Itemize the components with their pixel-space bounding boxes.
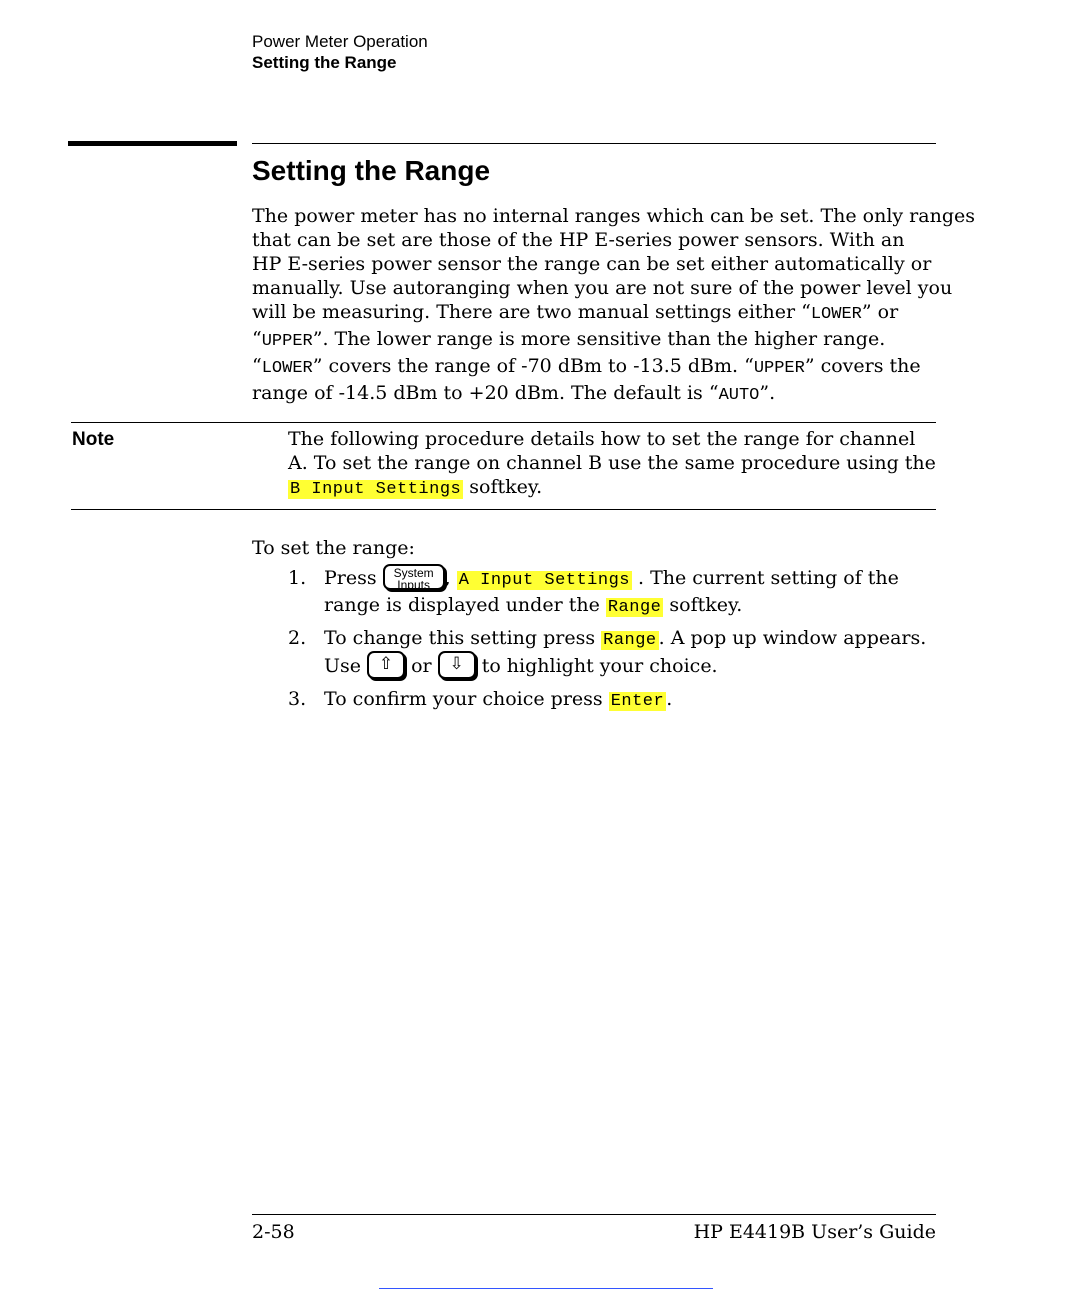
procedure-intro: To set the range: bbox=[252, 537, 415, 559]
range-softkey: Range bbox=[603, 631, 657, 650]
note-line: A. To set the range on channel B use the same procedure using the bbox=[288, 452, 936, 474]
text: softkey. bbox=[463, 476, 543, 498]
text: softkey. bbox=[663, 594, 743, 616]
down-arrow-icon: ⇩ bbox=[438, 651, 476, 679]
note-label: Note bbox=[72, 429, 115, 450]
text: “ bbox=[252, 355, 262, 377]
note-top-rule bbox=[71, 422, 936, 423]
up-arrow-icon: ⇧ bbox=[367, 651, 405, 679]
link-underline[interactable] bbox=[379, 1288, 713, 1289]
note-line bbox=[288, 475, 936, 502]
setting-code: UPPER bbox=[261, 332, 313, 351]
guide-title: HP E4419B User’s Guide bbox=[693, 1221, 936, 1243]
text: ” covers the range of -70 dBm to -13.5 dBm. “ bbox=[312, 355, 754, 377]
text: ” covers the bbox=[804, 355, 921, 377]
note-text bbox=[288, 427, 936, 502]
step-line bbox=[324, 593, 938, 620]
body-line: HP E-series power sensor the range can be set either automatically or bbox=[252, 253, 932, 275]
step-number: 2. bbox=[288, 627, 307, 649]
body-line: The power meter has no internal ranges which can be set. The only ranges bbox=[252, 205, 975, 227]
text: . The current setting of the bbox=[631, 567, 899, 589]
page-number: 2-58 bbox=[252, 1221, 295, 1243]
running-header-chapter: Power Meter Operation bbox=[252, 32, 428, 51]
text: ” or bbox=[861, 301, 899, 323]
step-2 bbox=[288, 626, 938, 681]
b-input-settings-softkey: B Input Settings bbox=[290, 480, 462, 499]
text: , bbox=[444, 567, 457, 589]
step-line bbox=[324, 687, 938, 714]
body-line: manually. Use autoranging when you are not sure of the power level you bbox=[252, 277, 953, 299]
setting-code: LOWER bbox=[261, 359, 313, 378]
note-bottom-rule bbox=[71, 509, 936, 510]
step-line bbox=[324, 626, 938, 653]
text: will be measuring. There are two manual settings either “ bbox=[252, 301, 811, 323]
step-number: 3. bbox=[288, 688, 307, 710]
step-3 bbox=[288, 687, 938, 714]
system-inputs-key bbox=[383, 564, 445, 590]
body-line bbox=[252, 381, 942, 408]
step-number: 1. bbox=[288, 567, 307, 589]
body-line: that can be set are those of the HP E-series power sensors. With an bbox=[252, 229, 905, 251]
text: To change this setting press bbox=[324, 627, 602, 649]
footer-rule bbox=[252, 1214, 936, 1215]
text: range of -14.5 dBm to +20 dBm. The default is “ bbox=[252, 382, 719, 404]
text: . A pop up window appears. bbox=[658, 627, 927, 649]
section-thick-rule bbox=[68, 141, 237, 146]
key-label-top: System bbox=[393, 566, 434, 580]
text: “ bbox=[252, 328, 262, 350]
procedure-steps bbox=[288, 566, 938, 720]
text: . bbox=[666, 688, 673, 710]
text: Use bbox=[324, 655, 368, 677]
body-paragraph bbox=[252, 204, 975, 408]
step-line bbox=[324, 653, 938, 681]
setting-code: AUTO bbox=[718, 386, 760, 405]
text: ”. bbox=[759, 382, 776, 404]
text: range is displayed under the bbox=[324, 594, 606, 616]
text: or bbox=[405, 655, 438, 677]
body-line bbox=[252, 327, 942, 354]
setting-code: UPPER bbox=[753, 359, 805, 378]
text: Press bbox=[324, 567, 383, 589]
enter-softkey: Enter bbox=[610, 692, 665, 711]
text: To confirm your choice press bbox=[324, 688, 609, 710]
body-line bbox=[252, 354, 942, 381]
running-header-section: Setting the Range bbox=[252, 53, 397, 72]
page-title: Setting the Range bbox=[252, 155, 491, 186]
text: to highlight your choice. bbox=[475, 655, 718, 677]
a-input-settings-softkey: A Input Settings bbox=[458, 571, 630, 590]
body-line bbox=[252, 300, 942, 327]
range-softkey: Range bbox=[607, 598, 662, 617]
text: ”. The lower range is more sensitive than the higher range. bbox=[312, 328, 886, 350]
step-line bbox=[324, 566, 938, 593]
step-1 bbox=[288, 566, 938, 620]
section-thin-rule bbox=[252, 143, 936, 144]
key-label-bottom: Inputs bbox=[397, 578, 430, 592]
setting-code: LOWER bbox=[810, 305, 862, 324]
note-line: The following procedure details how to set the range for channel bbox=[288, 428, 916, 450]
